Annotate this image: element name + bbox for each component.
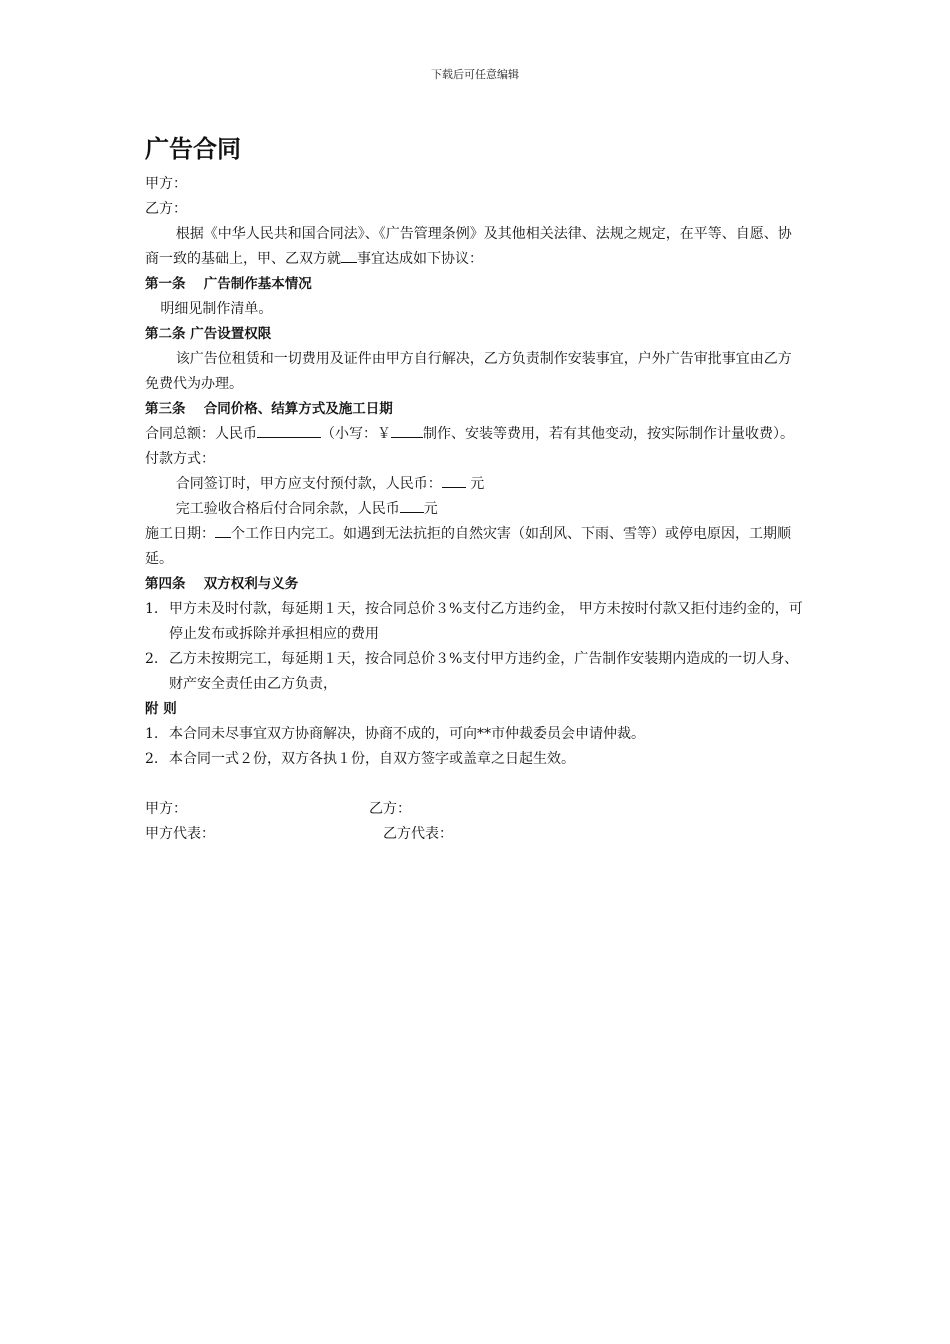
article-1-body: 明细见制作清单。 — [160, 301, 273, 317]
signature-rep-a: 甲方代表： — [145, 826, 215, 842]
total-text-2: （小写：￥ — [321, 426, 391, 442]
pay2-text: 完工验收合格后付合同余款，人民币 — [175, 501, 400, 517]
payment-item-1 — [145, 472, 805, 497]
signature-rep-b: 乙方代表： — [383, 826, 453, 842]
schedule-line — [145, 522, 805, 572]
document-title: 广告合同 — [145, 135, 241, 163]
blank-prepayment — [442, 472, 466, 488]
signature-party-b: 乙方： — [369, 801, 411, 817]
list-number: 2. — [145, 651, 159, 667]
list-item — [145, 597, 805, 647]
article-3-total — [145, 422, 805, 447]
party-a-line: 甲方： — [145, 176, 187, 192]
list-text: 乙方未按期完工，每延期１天，按合同总价３%支付甲方违约金，广告制作安装期内造成的一切人身、财产安全责任由乙方负责， — [169, 651, 799, 692]
payment-item-2 — [145, 497, 805, 522]
pay1-text: 合同签订时，甲方应支付预付款，人民币： — [175, 476, 442, 492]
payment-label: 付款方式： — [145, 451, 215, 467]
blank-days — [215, 522, 231, 538]
list-number: 2. — [145, 751, 159, 767]
list-number: 1. — [145, 601, 159, 617]
article-4-heading: 第四条 双方权利与义务 — [145, 576, 299, 592]
appendix-heading: 附 则 — [145, 701, 177, 717]
intro-paragraph — [145, 222, 805, 272]
signature-row-parties — [145, 797, 805, 822]
total-text-3: 制作、安装等费用，若有其他变动，按实际制作计量收费）。 — [423, 426, 794, 442]
pay1-unit: 元 — [465, 476, 485, 492]
party-b-line: 乙方： — [145, 201, 187, 217]
list-text: 本合同一式２份，双方各执１份，自双方签字或盖章之日起生效。 — [169, 751, 575, 767]
signature-row-reps — [145, 822, 805, 847]
list-text: 本合同未尽事宜双方协商解决，协商不成的，可向**市仲裁委员会申请仲裁。 — [169, 726, 645, 742]
list-text: 甲方未及时付款，每延期１天，按合同总价３%支付乙方违约金， 甲方未按时付款又拒付违约金的，可停止发布或拆除并承担相应的费用 — [169, 601, 803, 642]
schedule-text-1: 施工日期： — [145, 526, 215, 542]
blank-total-amount — [257, 422, 321, 438]
total-text-1: 合同总额：人民币 — [145, 426, 257, 442]
article-3-heading: 第三条 合同价格、结算方式及施工日期 — [145, 401, 393, 417]
intro-text-2: 事宜达成如下协议： — [357, 251, 483, 267]
blank-balance — [400, 497, 424, 513]
blank-matter — [341, 247, 357, 263]
list-item — [145, 747, 805, 772]
article-2-heading: 第二条 广告设置权限 — [145, 326, 272, 342]
schedule-text-2: 个工作日内完工。如遇到无法抗拒的自然灾害（如刮风、下雨、雪等）或停电原因，工期顺延。 — [145, 526, 791, 567]
spacer — [145, 772, 805, 797]
list-number: 1. — [145, 726, 159, 742]
page-header-note: 下载后可任意编辑 — [431, 68, 519, 81]
signature-party-a: 甲方： — [145, 801, 187, 817]
article-2-body: 该广告位租赁和一切费用及证件由甲方自行解决，乙方负责制作安装事宜，户外广告审批事宜由乙方免费代为办理。 — [145, 351, 792, 392]
pay2-unit: 元 — [423, 501, 438, 517]
list-item — [145, 647, 805, 697]
contract-body — [145, 132, 805, 847]
blank-total-small — [391, 422, 423, 438]
list-item — [145, 722, 805, 747]
intro-text-1: 根据《中华人民共和国合同法》、《广告管理条例》及其他相关法律、法规之规定，在平等、自愿、协商一致的基础上，甲、乙双方就 — [145, 226, 792, 267]
article-1-heading: 第一条 广告制作基本情况 — [145, 276, 312, 292]
